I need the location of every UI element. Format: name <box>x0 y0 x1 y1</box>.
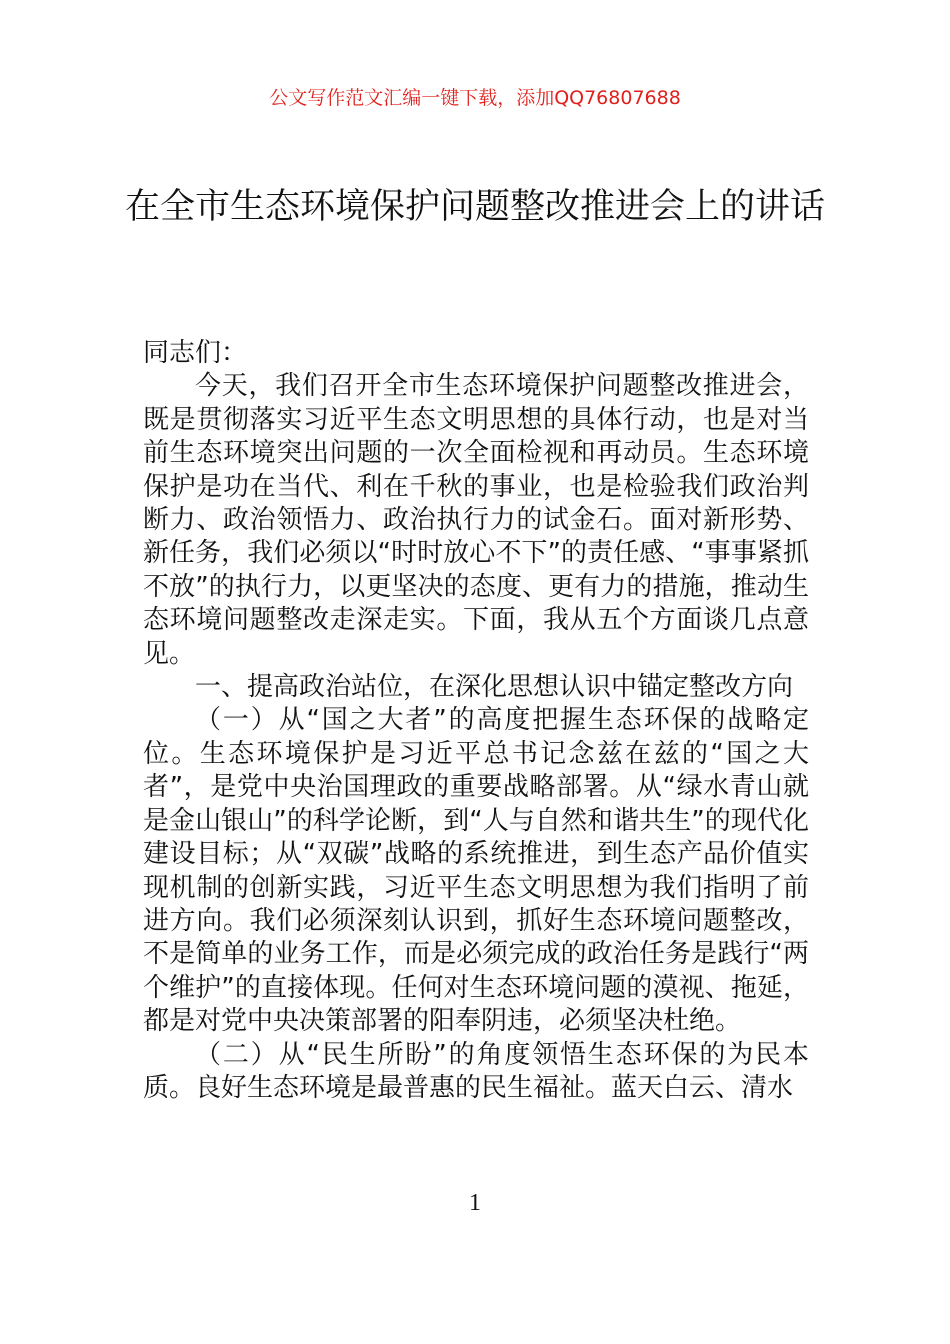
subsection-two-paragraph: （二）从“民生所盼”的角度领悟生态环保的为民本质。良好生态环境是最普惠的民生福祉。蓝天白云、清水 <box>143 1039 809 1103</box>
document-body <box>143 337 809 1105</box>
opening-paragraph: 今天，我们召开全市生态环境保护问题整改推进会，既是贯彻落实习近平生态文明思想的具体行动，也是对当前生态环境突出问题的一次全面检视和再动员。生态环境保护是功在当代、利在千秋的事业，也是检验我们政治判断力、政治领悟力、政治执行力的试金石。面对新形势、新任务，我们必须以“时时放心不下”的责任感、“事事紧抓不放”的执行力，以更坚决的态度、更有力的措施，推动生态环境问题整改走深走实。下面，我从五个方面谈几点意见。 <box>143 371 809 669</box>
section-heading-one: 一、提高政治站位，在深化思想认识中锚定整改方向 <box>195 672 794 703</box>
page-number: 1 <box>469 1190 481 1216</box>
subsection-one-paragraph: （一）从“国之大者”的高度把握生态环保的战略定位。生态环境保护是习近平总书记念兹在兹的“国之大者”，是党中央治国理政的重要战略部署。从“绿水青山就是金山银山”的科学论断，到“人与自然和谐共生”的现代化建设目标；从“双碳”战略的系统推进，到生态产品价值实现机制的创新实践，习近平生态文明思想为我们指明了前进方向。我们必须深刻认识到，抓好生态环境问题整改，不是简单的业务工作，而是必须完成的政治任务是践行“两个维护”的直接体现。任何对生态环境问题的漠视、拖延，都是对党中央决策部署的阳奉阴违，必须坚决杜绝。 <box>143 705 809 1037</box>
download-watermark: 公文写作范文汇编一键下载，添加QQ76807688 <box>269 87 681 109</box>
document-title: 在全市生态环境保护问题整改推进会上的讲话 <box>124 187 825 227</box>
salutation: 同志们： <box>143 338 248 368</box>
